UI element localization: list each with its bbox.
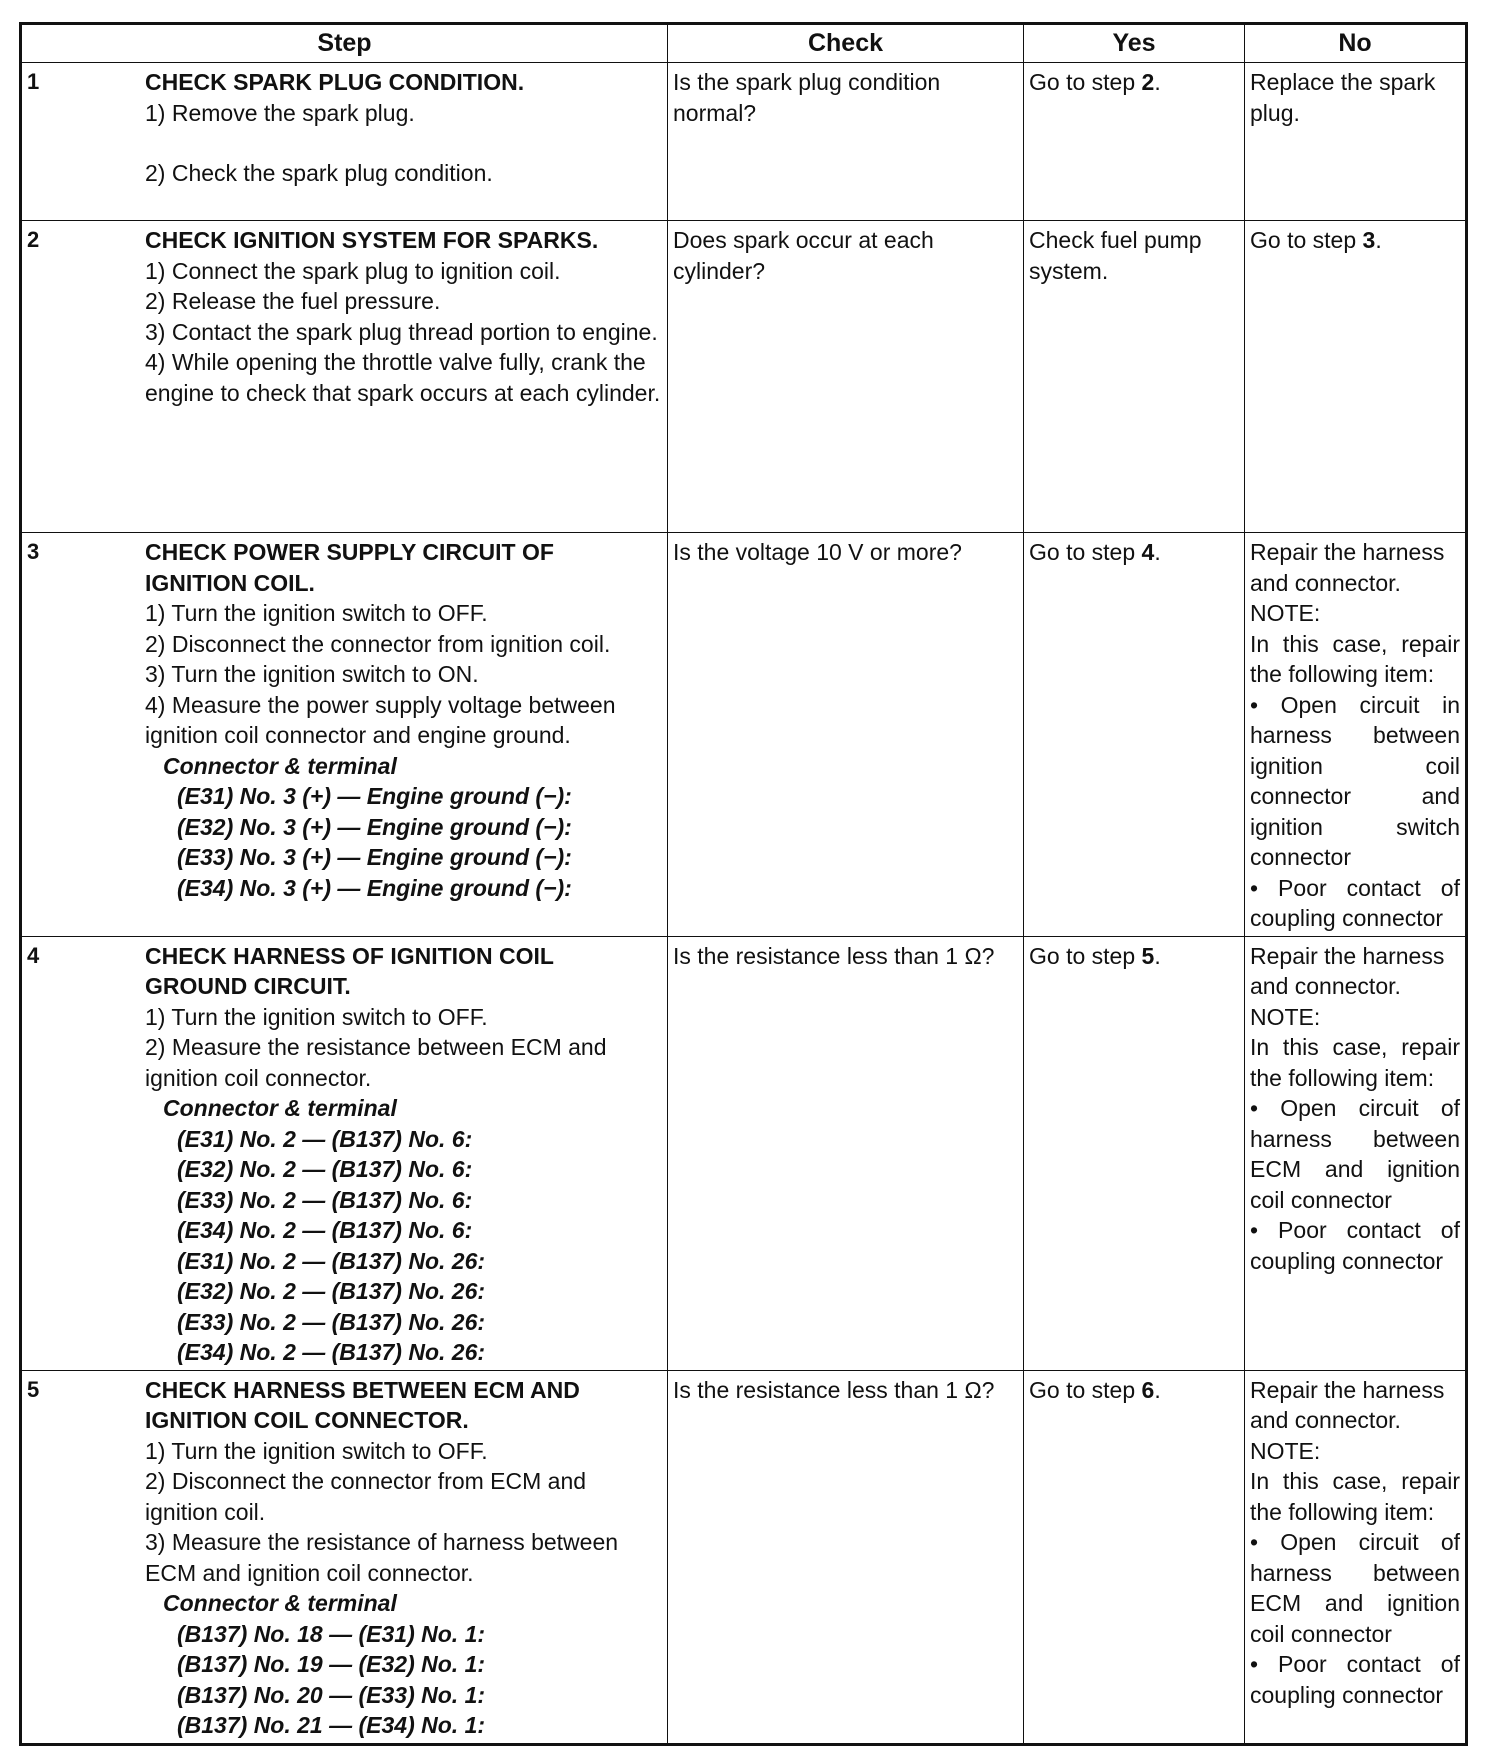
- header-yes: Yes: [1024, 24, 1245, 63]
- no-line: In this case, repair the following item:: [1250, 1034, 1460, 1091]
- no-bullet: • Poor contact of coupling connector: [1250, 874, 1460, 931]
- no-cell: [1245, 533, 1467, 937]
- no-line: Repair the harness and connector.: [1250, 942, 1445, 999]
- diagnostic-table: [19, 22, 1468, 1746]
- terminal-pair: (E32) No. 3 (+) — Engine ground (−):: [177, 813, 572, 840]
- terminal-pair: (B137) No. 20 — (E33) No. 1:: [177, 1681, 486, 1708]
- step-item: 1) Turn the ignition switch to OFF.: [145, 1003, 488, 1030]
- step-cell: [21, 533, 668, 937]
- step-item: 3) Contact the spark plug thread portion to engine.: [145, 318, 658, 345]
- no-suffix: .: [1375, 227, 1382, 253]
- table-row: [21, 221, 1467, 533]
- step-number: 5: [27, 1376, 40, 1402]
- no-cell: [1245, 1370, 1467, 1744]
- terminal-pair: (E33) No. 2 — (B137) No. 6:: [177, 1186, 473, 1213]
- header-step: Step: [21, 24, 668, 63]
- step-item: 3) Measure the resistance of harness between ECM and ignition coil connector.: [145, 1529, 619, 1586]
- no-line: Replace the spark plug.: [1250, 69, 1436, 126]
- check-cell: Does spark occur at each cylinder?: [668, 221, 1024, 533]
- step-item: 2) Release the fuel pressure.: [145, 288, 441, 314]
- yes-suffix: .: [1154, 69, 1161, 95]
- yes-prefix: Go to step: [1029, 942, 1142, 969]
- note-label: NOTE:: [1250, 600, 1321, 626]
- no-cell: [1245, 63, 1467, 221]
- step-item: 4) While opening the throttle valve fully, crank the engine to check that spark occurs at each cylinder.: [145, 349, 661, 406]
- yes-step-link: 4: [1141, 539, 1155, 565]
- step-cell: [21, 1370, 668, 1744]
- step-title: CHECK HARNESS OF IGNITION COIL GROUND CIRCUIT.: [145, 942, 554, 999]
- yes-prefix: Go to step: [1029, 1376, 1142, 1403]
- yes-step-link: 2: [1141, 69, 1155, 95]
- no-cell: [1245, 936, 1467, 1370]
- no-bullet: • Open circuit of harness between ECM and ignition coil connector: [1250, 1095, 1460, 1213]
- step-item: 2) Check the spark plug condition.: [145, 160, 493, 186]
- check-cell: Is the spark plug condition normal?: [668, 63, 1024, 221]
- terminal-pair: (E32) No. 2 — (B137) No. 26:: [177, 1278, 486, 1304]
- yes-cell: [1024, 936, 1245, 1370]
- no-cell: [1245, 221, 1467, 533]
- step-number: 2: [27, 227, 40, 252]
- no-line: Repair the harness and connector.: [1250, 1376, 1445, 1433]
- connector-label: Connector & terminal: [163, 752, 397, 779]
- table-row: [21, 936, 1467, 1370]
- terminal-pair: (E32) No. 2 — (B137) No. 6:: [177, 1156, 473, 1182]
- terminal-pair: (E33) No. 3 (+) — Engine ground (−):: [177, 844, 572, 870]
- yes-suffix: .: [1154, 1376, 1161, 1403]
- terminal-pair: (B137) No. 18 — (E31) No. 1:: [177, 1620, 486, 1647]
- yes-cell: [1024, 63, 1245, 221]
- step-number: 3: [27, 539, 40, 564]
- yes-step-link: 6: [1141, 1376, 1155, 1403]
- terminal-pair: (E34) No. 3 (+) — Engine ground (−):: [177, 874, 572, 901]
- step-title: CHECK IGNITION SYSTEM FOR SPARKS.: [145, 227, 599, 253]
- header-no: No: [1245, 24, 1467, 63]
- step-item: 2) Measure the resistance between ECM and ignition coil connector.: [145, 1034, 607, 1091]
- yes-suffix: .: [1154, 539, 1161, 565]
- no-bullet: • Open circuit in harness between ignition coil connector and ignition switch connector: [1250, 691, 1460, 870]
- step-item: 4) Measure the power supply voltage between ignition coil connector and engine ground.: [145, 691, 616, 748]
- no-line: Repair the harness and connector.: [1250, 539, 1445, 596]
- connector-label: Connector & terminal: [163, 1095, 397, 1121]
- yes-suffix: .: [1154, 942, 1161, 969]
- note-label: NOTE:: [1250, 1003, 1321, 1030]
- step-item: 1) Connect the spark plug to ignition coil.: [145, 257, 561, 284]
- step-item: 1) Remove the spark plug.: [145, 99, 415, 126]
- yes-prefix: Go to step: [1029, 539, 1142, 565]
- terminal-pair: (E31) No. 2 — (B137) No. 26:: [177, 1247, 486, 1274]
- terminal-pair: (B137) No. 19 — (E32) No. 1:: [177, 1651, 486, 1677]
- terminal-pair: (E31) No. 3 (+) — Engine ground (−):: [177, 783, 572, 809]
- step-number: 4: [27, 942, 40, 968]
- step-item: 3) Turn the ignition switch to ON.: [145, 661, 479, 687]
- no-prefix: Go to step: [1250, 227, 1363, 253]
- yes-cell: Check fuel pump system.: [1024, 221, 1245, 533]
- header-check: Check: [668, 24, 1024, 63]
- step-title: CHECK SPARK PLUG CONDITION.: [145, 69, 525, 95]
- yes-prefix: Go to step: [1029, 69, 1142, 95]
- header-row: [21, 24, 1467, 63]
- terminal-pair: (E31) No. 2 — (B137) No. 6:: [177, 1125, 473, 1152]
- step-item: 1) Turn the ignition switch to OFF.: [145, 600, 488, 626]
- step-item: 2) Disconnect the connector from ignition coil.: [145, 630, 611, 657]
- no-bullet: • Poor contact of coupling connector: [1250, 1651, 1460, 1708]
- step-cell: [21, 936, 668, 1370]
- no-bullet: • Open circuit of harness between ECM and ignition coil connector: [1250, 1529, 1460, 1647]
- table-row: [21, 1370, 1467, 1744]
- step-item: 1) Turn the ignition switch to OFF.: [145, 1437, 488, 1464]
- terminal-pair: (E34) No. 2 — (B137) No. 6:: [177, 1217, 473, 1243]
- table-row: [21, 533, 1467, 937]
- yes-step-link: 5: [1141, 942, 1155, 969]
- step-title: CHECK HARNESS BETWEEN ECM AND IGNITION COIL CONNECTOR.: [145, 1376, 580, 1433]
- step-title: CHECK POWER SUPPLY CIRCUIT OF IGNITION COIL.: [145, 539, 554, 596]
- yes-cell: [1024, 1370, 1245, 1744]
- no-line: In this case, repair the following item:: [1250, 1468, 1460, 1525]
- check-cell: Is the voltage 10 V or more?: [668, 533, 1024, 937]
- check-cell: Is the resistance less than 1 Ω?: [668, 936, 1024, 1370]
- check-cell: Is the resistance less than 1 Ω?: [668, 1370, 1024, 1744]
- connector-label: Connector & terminal: [163, 1590, 397, 1616]
- step-item: 2) Disconnect the connector from ECM and ignition coil.: [145, 1468, 587, 1525]
- terminal-pair: (E34) No. 2 — (B137) No. 26:: [177, 1339, 486, 1365]
- no-bullet: • Poor contact of coupling connector: [1250, 1217, 1460, 1274]
- yes-cell: [1024, 533, 1245, 937]
- step-cell: [21, 221, 668, 533]
- table-row: [21, 63, 1467, 221]
- step-number: 1: [27, 69, 40, 94]
- terminal-pair: (B137) No. 21 — (E34) No. 1:: [177, 1712, 486, 1738]
- no-line: In this case, repair the following item:: [1250, 630, 1460, 687]
- step-cell: [21, 63, 668, 221]
- no-step-link: 3: [1362, 227, 1376, 253]
- terminal-pair: (E33) No. 2 — (B137) No. 26:: [177, 1308, 486, 1335]
- note-label: NOTE:: [1250, 1437, 1321, 1464]
